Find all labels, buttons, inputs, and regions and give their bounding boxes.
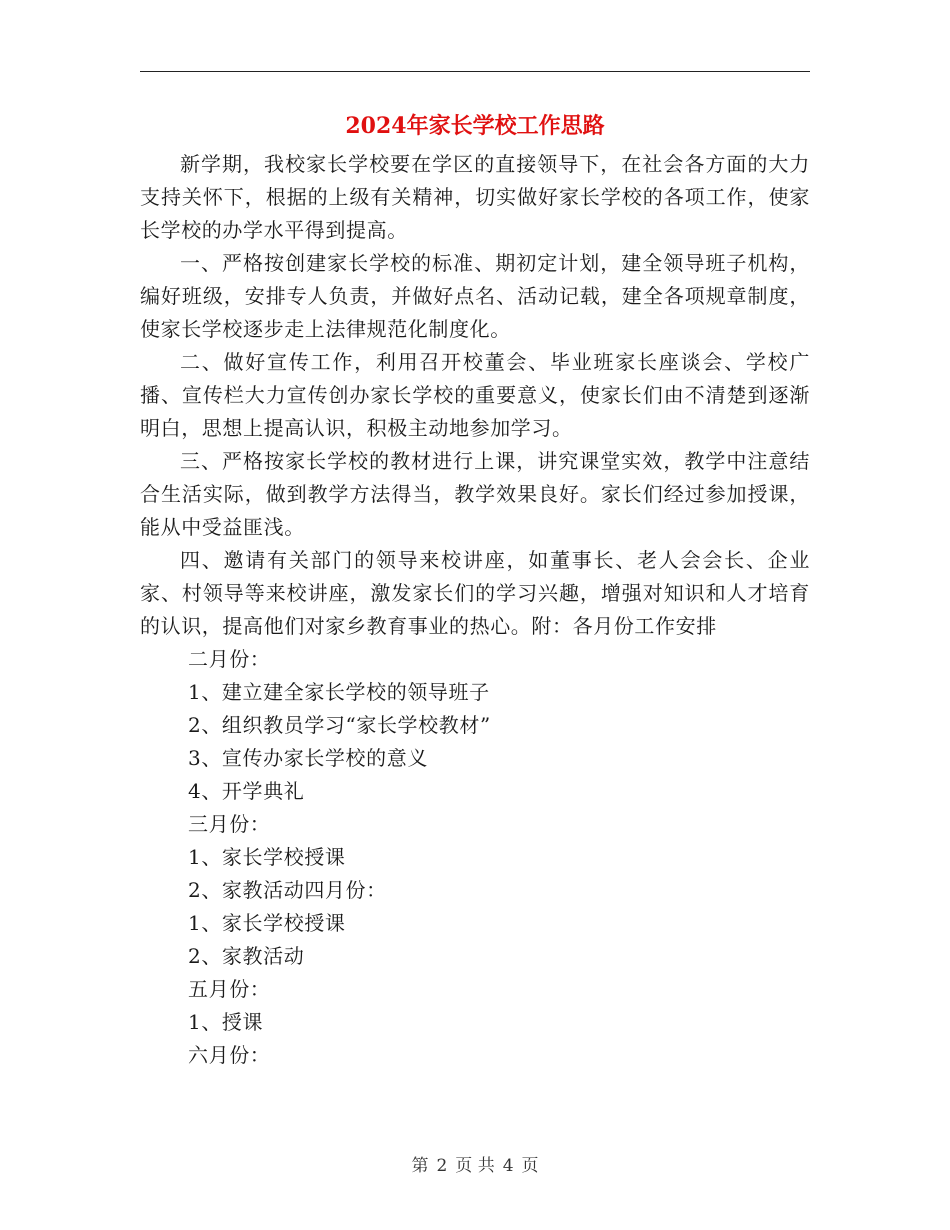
schedule-line: 2、组织教员学习“家长学校教材” — [188, 713, 491, 737]
document-body — [140, 148, 810, 1072]
schedule-line: 4、开学典礼 — [188, 779, 305, 803]
schedule-line: 2、家教活动四月份： — [188, 878, 387, 902]
header-rule — [140, 71, 810, 72]
page-footer — [0, 1154, 950, 1178]
schedule-line: 三月份： — [188, 812, 271, 836]
schedule-list — [140, 643, 810, 1072]
schedule-line: 二月份： — [188, 647, 271, 671]
schedule-line: 五月份： — [188, 977, 271, 1001]
page-label-mid: 页 共 — [455, 1156, 495, 1176]
total-pages: 4 — [502, 1156, 514, 1176]
paragraph: 新学期，我校家长学校要在学区的直接领导下，在社会各方面的大力支持关怀下，根据的上级有关精神，切实做好家长学校的各项工作，使家长学校的办学水平得到提高。 — [140, 152, 810, 242]
schedule-line: 2、家教活动 — [188, 944, 305, 968]
schedule-line: 1、授课 — [188, 1010, 264, 1034]
schedule-line: 1、家长学校授课 — [188, 911, 346, 935]
page-number: 2 — [436, 1156, 448, 1176]
paragraph: 二、做好宣传工作，利用召开校董会、毕业班家长座谈会、学校广播、宣传栏大力宣传创办家长学校的重要意义，使家长们由不清楚到逐渐明白，思想上提高认识，积极主动地参加学习。 — [140, 350, 810, 440]
schedule-line: 1、建立建全家长学校的领导班子 — [188, 680, 490, 704]
document-title: 2024年家长学校工作思路 — [345, 113, 605, 139]
page-label-suffix: 页 — [521, 1156, 539, 1176]
schedule-line: 六月份： — [188, 1043, 271, 1067]
schedule-line: 1、家长学校授课 — [188, 845, 346, 869]
paragraph: 四、邀请有关部门的领导来校讲座，如董事长、老人会会长、企业家、村领导等来校讲座，激发家长们的学习兴趣，增强对知识和人才培育的认识，提高他们对家乡教育事业的热心。附：各月份工作安排 — [140, 548, 810, 638]
page-label-prefix: 第 — [411, 1156, 429, 1176]
paragraph: 三、严格按家长学校的教材进行上课，讲究课堂实效，教学中注意结合生活实际，做到教学方法得当，教学效果良好。家长们经过参加授课，能从中受益匪浅。 — [140, 449, 810, 539]
schedule-line: 3、宣传办家长学校的意义 — [188, 746, 428, 770]
paragraph: 一、严格按创建家长学校的标准、期初定计划，建全领导班子机构，编好班级，安排专人负责，并做好点名、活动记载，建全各项规章制度，使家长学校逐步走上法律规范化制度化。 — [140, 251, 810, 341]
